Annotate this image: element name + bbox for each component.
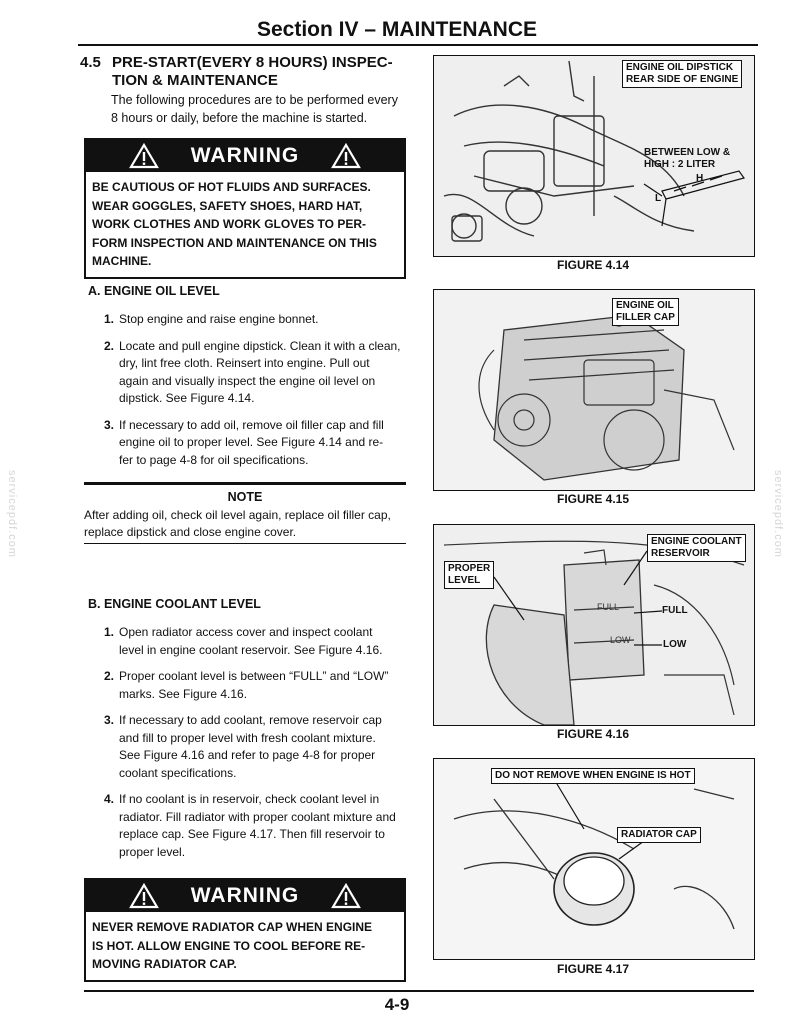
- page-number: 4-9: [384, 995, 410, 1014]
- callout-engine-oil-dipstick: [622, 60, 742, 88]
- step-line: marks. See Figure 4.16.: [119, 686, 248, 701]
- callout-radiator-cap: [617, 827, 701, 843]
- warning-label: WARNING: [190, 884, 300, 907]
- callout-engine-oil-filler-cap: [612, 298, 679, 326]
- step-line: engine oil to proper level. See Figure 4.14 and re-: [119, 435, 384, 449]
- step-line: dry, lint free cloth. Reinsert into engine. Pull out: [119, 356, 370, 370]
- step-line: Proper coolant level is between “FULL” and “LOW”: [119, 669, 389, 683]
- step-line: See Figure 4.16 and refer to page 4-8 for proper: [119, 748, 376, 762]
- dipstick-high-mark: H: [696, 173, 704, 184]
- callout-line: FILLER CAP: [616, 312, 675, 323]
- section-intro: [111, 91, 407, 127]
- radiator-cap-illustration: [434, 759, 754, 959]
- warning-line: MOVING RADIATOR CAP.: [92, 957, 237, 971]
- figure-4-17-radiator-cap: [433, 758, 755, 960]
- list-item: [104, 668, 408, 703]
- step-number: 4.: [104, 792, 115, 806]
- callout-line: RADIATOR CAP: [621, 829, 697, 840]
- list-item: [104, 311, 408, 329]
- callout-line: DO NOT REMOVE WHEN ENGINE IS HOT: [495, 770, 691, 781]
- step-line: Stop engine and raise engine bonnet.: [119, 312, 319, 326]
- section-title-line-1: PRE-START(EVERY 8 HOURS) INSPEC-: [112, 54, 393, 71]
- note-line: After adding oil, check oil level again, replace oil filler cap,: [84, 508, 391, 522]
- callout-line: LEVEL: [448, 575, 481, 586]
- callout-line: ENGINE OIL DIPSTICK: [626, 62, 734, 73]
- engine-coolant-steps: [104, 624, 408, 870]
- step-line: coolant specifications.: [119, 765, 237, 780]
- header-divider: [78, 44, 758, 46]
- intro-line-1: The following procedures are to be performed every: [111, 93, 398, 107]
- step-number: 1.: [104, 625, 115, 639]
- warning-line: WORK CLOTHES AND WORK GLOVES TO PER-: [92, 217, 367, 231]
- warning-triangle-icon: [129, 143, 159, 169]
- callout-line: BETWEEN LOW &: [644, 147, 731, 158]
- engine-oil-level-heading: A. ENGINE OIL LEVEL: [88, 284, 220, 298]
- note-top-rule: [84, 482, 406, 485]
- step-line: Open radiator access cover and inspect coolant: [119, 625, 373, 639]
- note-text: [84, 507, 408, 541]
- callout-line: HIGH : 2 LITER: [644, 159, 716, 170]
- note-label: NOTE: [227, 490, 263, 504]
- callout-line: ENGINE OIL: [616, 300, 674, 311]
- step-line: replace cap. See Figure 4.17. Then fill reservoir to: [119, 827, 385, 841]
- reservoir-low-mark: LOW: [610, 635, 631, 645]
- figure-4-16-engine-coolant-reservoir: [433, 524, 755, 726]
- warning-line: WEAR GOGGLES, SAFETY SHOES, HARD HAT,: [92, 198, 363, 213]
- warning-line: MACHINE.: [92, 254, 152, 268]
- warning-text: [86, 172, 404, 277]
- step-line: If necessary to add coolant, remove reservoir cap: [119, 713, 382, 727]
- callout-line: PROPER: [448, 563, 491, 574]
- step-line: and fill to proper level with fresh coolant mixture.: [119, 730, 376, 745]
- warning-line: BE CAUTIOUS OF HOT FLUIDS AND SURFACES.: [92, 180, 371, 194]
- page-section-title: Section IV – MAINTENANCE: [256, 18, 538, 41]
- callout-line: ENGINE COOLANT: [651, 536, 742, 547]
- warning-box-hot-fluids: [84, 138, 406, 279]
- note-line: replace dipstick and close engine cover.: [84, 525, 297, 539]
- step-line: proper level.: [119, 844, 186, 859]
- list-item: [104, 712, 408, 782]
- step-number: 2.: [104, 338, 115, 353]
- section-number: 4.5: [80, 54, 101, 71]
- warning-header: [86, 880, 404, 912]
- warning-line: FORM INSPECTION AND MAINTENANCE ON THIS: [92, 235, 377, 250]
- section-title-line-2: TION & MAINTENANCE: [112, 72, 278, 89]
- reservoir-full-mark: FULL: [597, 602, 620, 612]
- step-line: Locate and pull engine dipstick. Clean it with a clean,: [119, 338, 401, 353]
- callout-oil-level-range: [641, 146, 733, 172]
- step-line: If necessary to add oil, remove oil filler cap and fill: [119, 417, 384, 432]
- step-line: dipstick. See Figure 4.14.: [119, 391, 255, 405]
- list-item: [104, 624, 408, 659]
- warning-line: NEVER REMOVE RADIATOR CAP WHEN ENGINE: [92, 920, 373, 934]
- low-level-label: LOW: [663, 639, 687, 650]
- engine-coolant-level-heading: B. ENGINE COOLANT LEVEL: [88, 597, 261, 611]
- warning-box-radiator-cap: [84, 878, 406, 982]
- step-number: 3.: [104, 713, 115, 727]
- dipstick-low-mark: L: [655, 193, 662, 204]
- callout-line: RESERVOIR: [651, 548, 710, 559]
- warning-text: [86, 912, 404, 980]
- watermark-left: servicepdf.com: [6, 470, 18, 558]
- callout-do-not-remove-when-hot: [491, 768, 695, 784]
- figure-caption: FIGURE 4.17: [556, 962, 630, 976]
- warning-line: IS HOT. ALLOW ENGINE TO COOL BEFORE RE-: [92, 938, 366, 953]
- step-line: If no coolant is in reservoir, check coolant level in: [119, 792, 380, 806]
- list-item: [104, 338, 408, 408]
- figure-4-15-engine-oil-filler-cap: [433, 289, 755, 491]
- figure-4-14-engine-oil-dipstick: [433, 55, 755, 257]
- list-item: [104, 791, 408, 861]
- full-level-label: FULL: [662, 605, 688, 616]
- warning-triangle-icon: [331, 143, 361, 169]
- callout-leader-lines: [434, 525, 754, 725]
- warning-label: WARNING: [190, 144, 300, 167]
- list-item: [104, 417, 408, 470]
- step-number: 2.: [104, 669, 115, 683]
- engine-top-illustration: [434, 290, 754, 490]
- step-number: 1.: [104, 312, 115, 326]
- callout-line: REAR SIDE OF ENGINE: [626, 74, 739, 85]
- figure-caption: FIGURE 4.14: [556, 258, 630, 272]
- warning-triangle-icon: [331, 883, 361, 909]
- warning-header: [86, 140, 404, 172]
- step-line: again and visually inspect the engine oil level on: [119, 373, 376, 388]
- figure-caption: FIGURE 4.16: [556, 727, 630, 741]
- figure-caption: FIGURE 4.15: [556, 492, 630, 506]
- step-line: radiator. Fill radiator with proper coolant mixture and: [119, 809, 396, 824]
- note-bottom-rule: [84, 543, 406, 544]
- engine-oil-steps: [104, 311, 408, 478]
- step-number: 3.: [104, 417, 115, 432]
- intro-line-2: 8 hours or daily, before the machine is started.: [111, 111, 368, 125]
- warning-triangle-icon: [129, 883, 159, 909]
- step-line: fer to page 4-8 for oil specifications.: [119, 452, 309, 467]
- footer-divider: [84, 990, 754, 992]
- step-line: level in engine coolant reservoir. See Figure 4.16.: [119, 642, 383, 657]
- watermark-right: servicepdf.com: [772, 470, 784, 558]
